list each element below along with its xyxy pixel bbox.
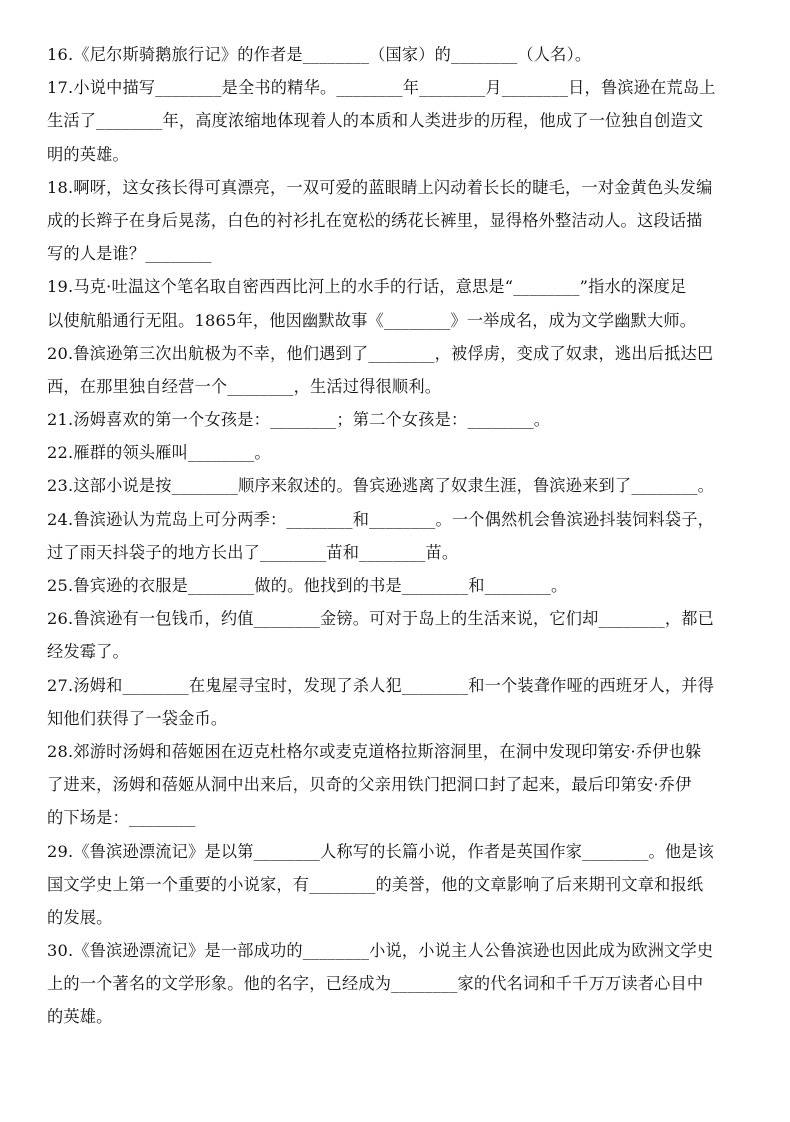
text-line: 27.汤姆和________在鬼屋寻宝时，发现了杀人犯________和一个装聋作哑的西班牙人，并得: [47, 675, 715, 695]
text-line: 了进来，汤姆和蓓姬从洞中出来后，贝奇的父亲用铁门把洞口封了起来，最后印第安·乔伊: [47, 775, 692, 795]
text-line: 17.小说中描写________是全书的精华。________年________月________日，鲁滨逊在荒岛上: [47, 78, 716, 98]
text-line: 知他们获得了一袋金币。: [47, 708, 228, 728]
text-line: 过了雨天抖袋子的地方长出了________苗和________苗。: [47, 542, 459, 562]
text-line: 的英雄。: [47, 1007, 113, 1027]
text-line: 国文学史上第一个重要的小说家，有________的美誉，他的文章影响了后来期刊文章和报纸: [47, 874, 704, 894]
text-line: 22.雁群的领头雁叫________。: [47, 443, 271, 463]
text-line: 18.啊呀，这女孩长得可真漂亮，一双可爱的蓝眼睛上闪动着长长的睫毛，一对金黄色头发编: [47, 177, 713, 197]
text-line: 的发展。: [47, 907, 113, 927]
text-line: 的下场是：________: [47, 808, 196, 828]
text-line: 26.鲁滨逊有一包钱币，约值________金镑。可对于岛上的生活来说，它们却________，都已: [47, 609, 715, 629]
text-line: 经发霉了。: [47, 642, 129, 662]
text-line: 29.《鲁滨逊漂流记》是以第________人称写的长篇小说，作者是英国作家________。他是该: [47, 841, 715, 861]
text-line: 25.鲁宾逊的衣服是________做的。他找到的书是________和________。: [47, 576, 568, 595]
text-line: 以使航船通行无阻。1865年，他因幽默故事《________》一举成名，成为文学幽默大师。: [47, 310, 697, 330]
text-line: 28.郊游时汤姆和蓓姬困在迈克杜格尔或麦克道格拉斯溶洞里，在洞中发现印第安·乔伊也躲: [47, 741, 702, 761]
text-line: 30.《鲁滨逊漂流记》是一部成功的________小说，小说主人公鲁滨逊也因此成为欧洲文学史: [47, 941, 714, 961]
text-line: 明的英雄。: [47, 144, 129, 164]
text-line: 23.这部小说是按________顺序来叙述的。鲁宾逊逃离了奴隶生涯，鲁滨逊来到了________。: [47, 476, 715, 496]
text-line: 上的一个著名的文学形象。他的名字，已经成为________家的代名词和千千万万读者心目中: [47, 974, 704, 994]
text-line: 西，在那里独自经营一个________，生活过得很顺利。: [47, 376, 442, 396]
text-line: 成的长辫子在身后晃荡，白色的衬衫扎在宽松的绣花长裤里，显得格外整洁动人。这段话描: [47, 210, 703, 230]
text-line: 24.鲁滨逊认为荒岛上可分两季：________和________。一个偶然机会鲁滨逊抖装饲料袋子，: [47, 509, 715, 529]
question-list: [47, 38, 751, 1034]
text-line: 16.《尼尔斯骑鹅旅行记》的作者是________（国家）的________（人名）。: [47, 45, 592, 64]
text-line: 21.汤姆喜欢的第一个女孩是：________；第二个女孩是：________。: [47, 410, 551, 430]
text-line: 20.鲁滨逊第三次出航极为不幸，他们遇到了________，被俘虏，变成了奴隶，逃出后抵达巴: [47, 343, 714, 363]
text-line: 19.马克·吐温这个笔名取自密西西比河上的水手的行话，意思是“________”指水的深度足: [47, 277, 687, 297]
text-line: 生活了________年，高度浓缩地体现着人的本质和人类进步的历程，他成了一位独自创造文: [47, 111, 704, 131]
text-line: 写的人是谁？________: [47, 244, 212, 264]
